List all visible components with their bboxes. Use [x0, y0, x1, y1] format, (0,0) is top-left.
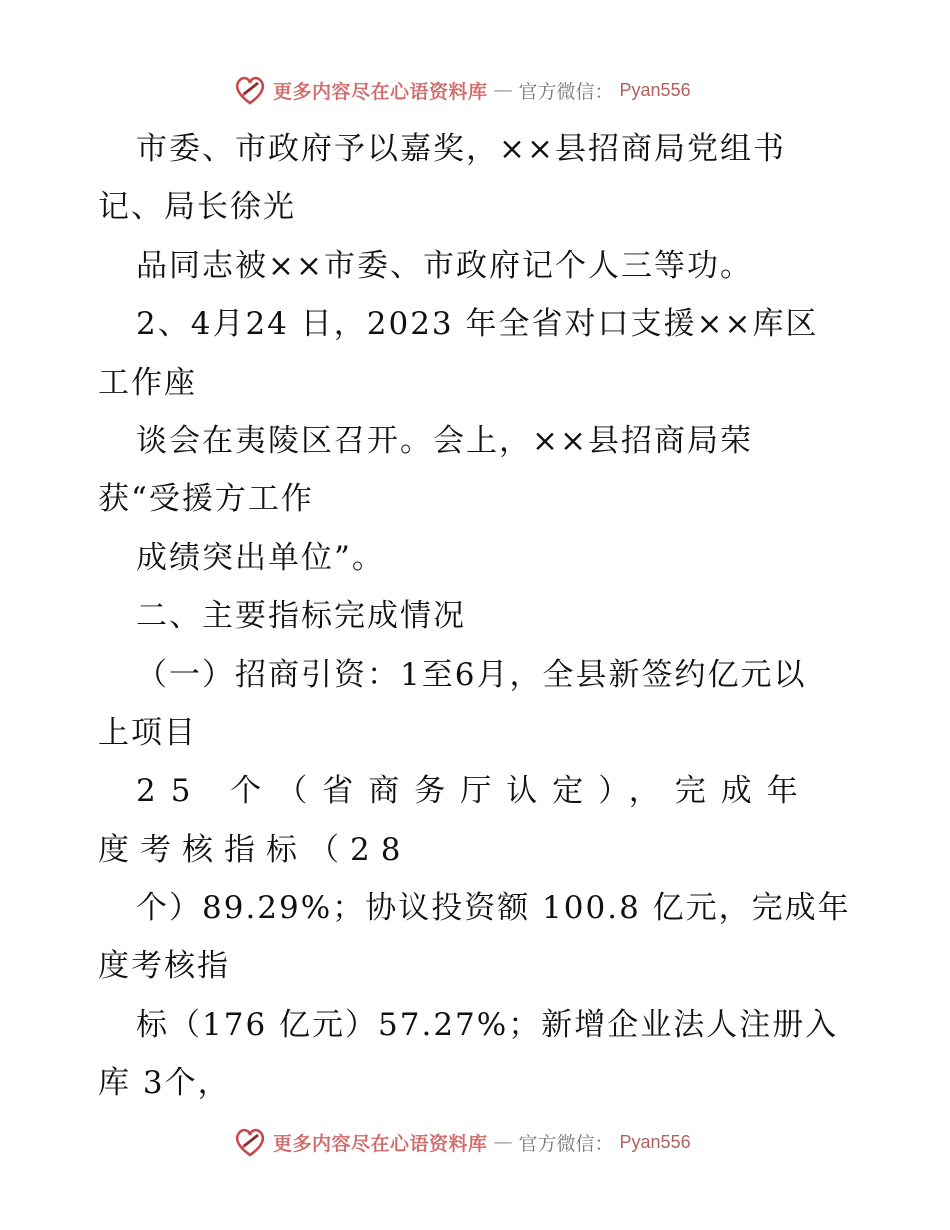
text-line: 工作座 [98, 364, 197, 401]
text-line: 获“受援方工作 [98, 481, 314, 518]
text-line: 25 个（省商务厅认定），完成年 [136, 773, 813, 810]
text-line: 谈会在夷陵区召开。会上，××县招商局荣 [136, 422, 753, 459]
text-line: 记、局长徐光 [98, 189, 296, 226]
watermark-wechat-id: Pyan556 [619, 1131, 691, 1152]
watermark-wechat-label: 官方微信： [518, 80, 614, 103]
watermark-wechat-id: Pyan556 [619, 79, 691, 100]
text-line: 标（176 亿元）57.27%；新增企业法人注册入 [136, 1006, 839, 1043]
text-line: 2、4月24 日，2023 年全省对口支援××库区 [136, 306, 819, 343]
watermark-separator: — [493, 1131, 513, 1153]
watermark-wechat-label: 官方微信： [518, 1132, 614, 1155]
heart-pen-logo-icon [233, 1125, 267, 1159]
watermark-banner-bottom [233, 1122, 713, 1162]
text-line: （一）招商引资：1至6月，全县新签约亿元以 [136, 656, 807, 693]
text-line: 库 3个， [98, 1065, 231, 1102]
text-line: 度考核指 [98, 948, 230, 985]
watermark-text: 更多内容尽在心语资料库 [273, 80, 488, 103]
text-line: 市委、市政府予以嘉奖，××县招商局党组书 [136, 131, 786, 167]
text-line: 度考核指标（28 [98, 831, 412, 868]
section-heading: 二、主要指标完成情况 [136, 598, 466, 635]
text-line: 成绩突出单位”。 [136, 539, 385, 576]
heart-pen-logo-icon [233, 73, 267, 107]
text-line: 上项目 [98, 714, 197, 751]
watermark-separator: — [493, 79, 513, 101]
document-body [98, 120, 858, 1113]
watermark-banner-top [233, 70, 713, 110]
watermark-text: 更多内容尽在心语资料库 [273, 1132, 488, 1155]
text-line: 个）89.29%；协议投资额 100.8 亿元，完成年 [136, 890, 851, 927]
text-line: 品同志被××市委、市政府记个人三等功。 [136, 247, 753, 284]
